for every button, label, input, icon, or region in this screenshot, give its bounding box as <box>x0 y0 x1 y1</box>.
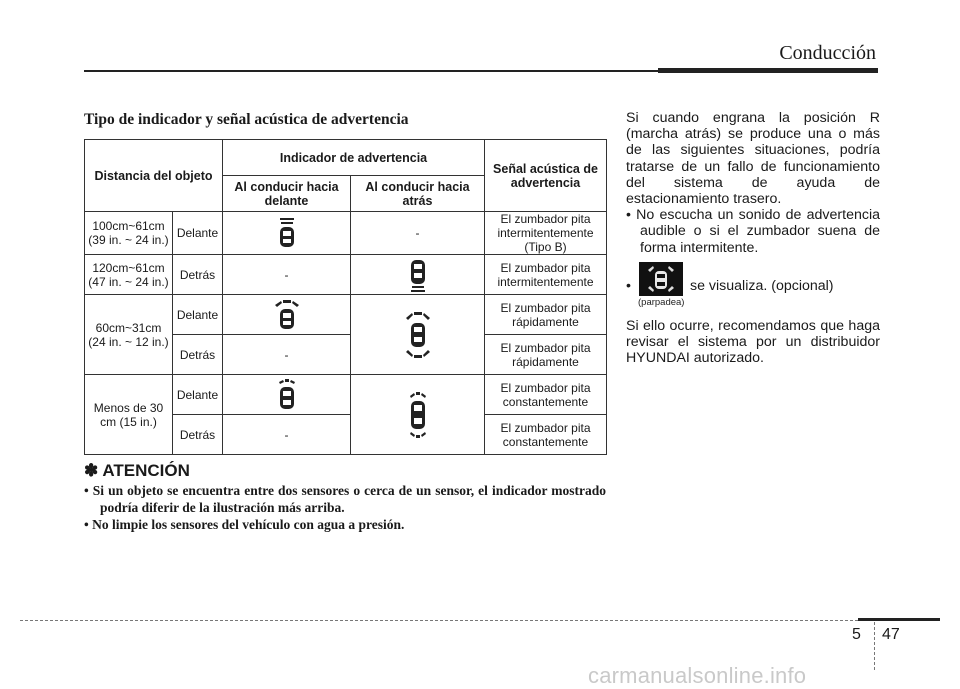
footer-rule <box>20 620 858 621</box>
position-cell: Detrás <box>173 415 223 455</box>
bullet-text: se visualiza. (opcional) <box>690 277 834 294</box>
bullet-item-indicator <box>626 262 880 310</box>
table-row <box>85 212 607 255</box>
reverse-cell: - <box>351 212 485 255</box>
section-title: Tipo de indicador y señal acústica de advertencia <box>84 111 409 128</box>
front-rear-sensor-icon <box>351 375 485 455</box>
sound-cell: El zumbador pita constantemente <box>485 415 607 455</box>
attention-item: • No limpie los sensores del vehículo con agua a presión. <box>84 517 405 532</box>
sound-cell: El zumbador pita intermitentemente <box>485 255 607 295</box>
distance-cell: 120cm~61cm (47 in. ~ 24 in.) <box>85 255 173 295</box>
position-cell: Detrás <box>173 335 223 375</box>
rear-sensor-icon <box>351 255 485 295</box>
footer-rule-thick <box>858 618 940 621</box>
distance-cell: 60cm~31cm (24 in. ~ 12 in.) <box>85 295 173 375</box>
bullet-item: • No escucha un sonido de advertencia audible o si el zumbador suena de forma intermitente. <box>626 207 880 256</box>
bullet-dot: • <box>626 277 631 294</box>
sound-cell: El zumbador pita constantemente <box>485 375 607 415</box>
forward-cell: - <box>223 255 351 295</box>
chapter-number: 5 <box>852 626 861 643</box>
attention-list <box>84 482 606 533</box>
table-row <box>85 255 607 295</box>
header-sound: Señal acústica de advertencia <box>485 140 607 212</box>
blinking-caption: (parpadea) <box>638 296 685 308</box>
position-cell: Detrás <box>173 255 223 295</box>
sound-cell: El zumbador pita intermitentemente (Tipo B) <box>485 212 607 255</box>
header-title: Conducción <box>779 42 876 64</box>
front-sensor-icon <box>223 375 351 415</box>
forward-cell: - <box>223 415 351 455</box>
attention-title: ✽ ATENCIÓN <box>84 461 190 480</box>
header-rule-thick <box>658 68 878 73</box>
forward-cell: - <box>223 335 351 375</box>
header-distance: Distancia del objeto <box>85 140 223 212</box>
distance-cell: 100cm~61cm (39 in. ~ 24 in.) <box>85 212 173 255</box>
table-row <box>85 295 607 335</box>
front-sensor-icon <box>223 295 351 335</box>
watermark: carmanualsonline.info <box>588 663 807 688</box>
page-number: 47 <box>882 626 900 643</box>
front-sensor-icon <box>223 212 351 255</box>
header-indicator: Indicador de advertencia <box>223 140 485 176</box>
warning-table <box>84 139 607 455</box>
table-row <box>85 375 607 415</box>
position-cell: Delante <box>173 375 223 415</box>
intro-paragraph: Si cuando engrana la posición R (marcha atrás) se produce una o más de las siguientes situaciones, podría tratarse de un fallo de funcionamiento del sistema de ayuda de estacionamiento trasero. <box>626 110 880 208</box>
header-reverse: Al conducir hacia atrás <box>351 176 485 212</box>
sound-cell: El zumbador pita rápidamente <box>485 295 607 335</box>
footer-divider <box>874 622 875 670</box>
front-rear-sensor-icon <box>351 295 485 375</box>
attention-item: • Si un objeto se encuentra entre dos sensores o cerca de un sensor, el indicador mostrado podría diferir de la ilustración más arriba. <box>84 483 606 515</box>
distance-cell: Menos de 30 cm (15 in.) <box>85 375 173 455</box>
parking-indicator-icon <box>639 262 683 296</box>
header-rule <box>84 70 662 72</box>
right-column <box>626 110 880 366</box>
position-cell: Delante <box>173 295 223 335</box>
position-cell: Delante <box>173 212 223 255</box>
recommendation-paragraph: Si ello ocurre, recomendamos que haga revisar el sistema por un distribuidor HYUNDAI autorizado. <box>626 317 880 367</box>
header-forward: Al conducir hacia delante <box>223 176 351 212</box>
sound-cell: El zumbador pita rápidamente <box>485 335 607 375</box>
